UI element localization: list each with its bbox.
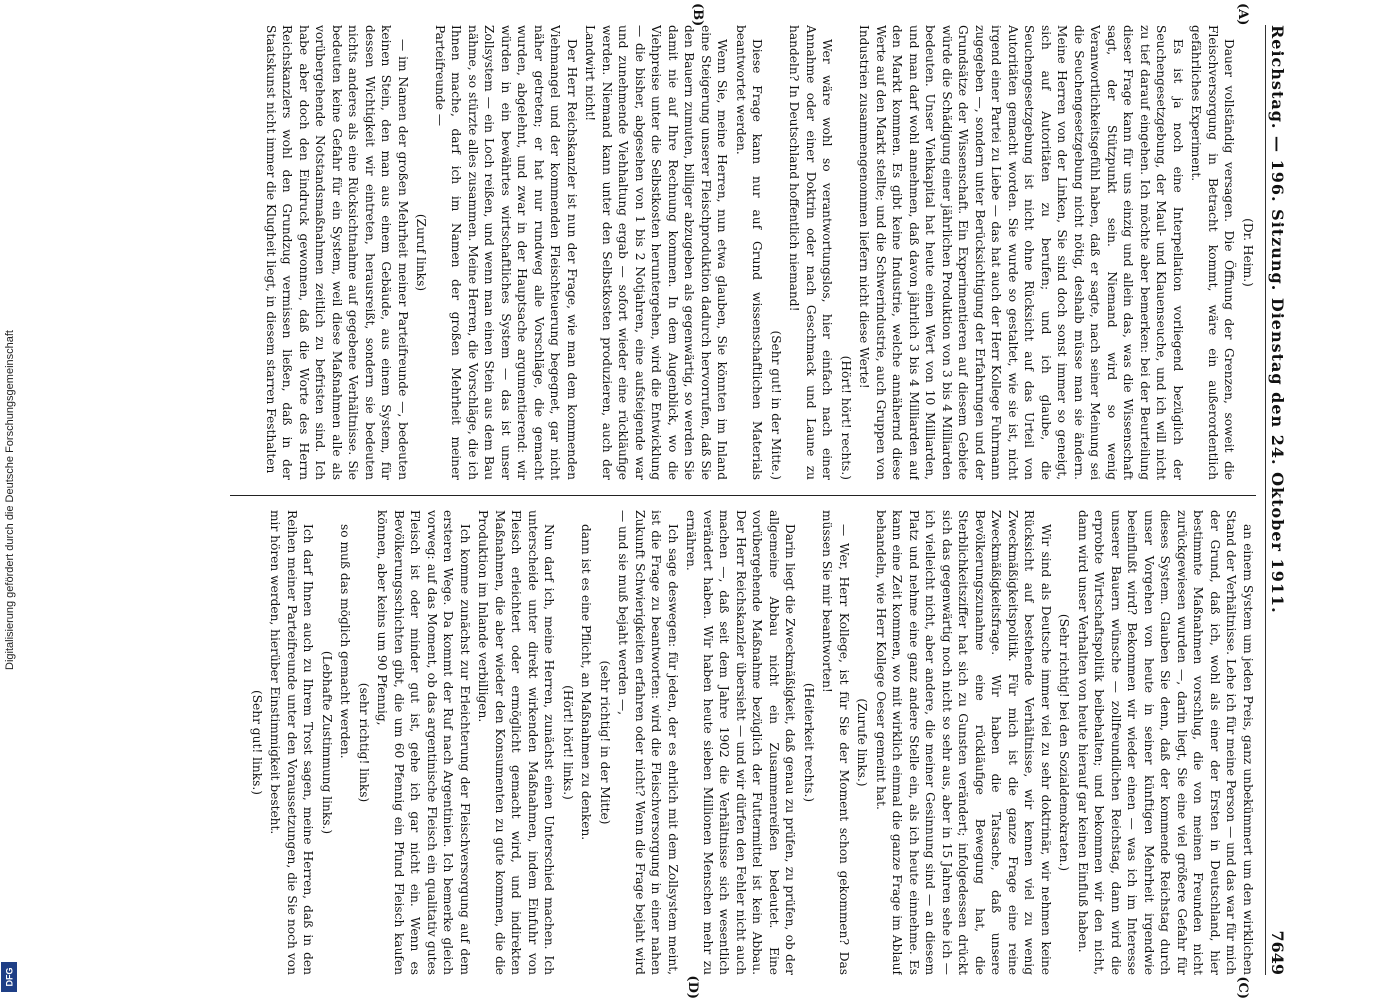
paragraph: Der Herr Reichskanzler ist nun der Frage, wie man dem kommenden Viehmangel und der kommenden Fleischteuerung begegnet, gar nicht näher getreten; er hat nur rundweg alle Vorschläge, die gemacht wurden, abgelehnt, und zwar in der Hauptsache argumentierend: wir würden in ein bewährtes wirtschaftliches System — das ist unser Zollsystem — ein Loch reißen, und wenn man einen Stein aus dem Bau nähme, so stürzte alles zusammen. Meine Herren, die Vorschläge, die ich Ihnen mache, darf ich im Namen der großen Mehrheit meiner Parteifreunde — xyxy=(433,25,579,480)
paragraph: Nun darf ich, meine Herren, zunächst einen Unterschied machen. Ich unterscheide unter direkt wirkenden Maßnahmen, indem Einfuhr von Fleisch erleichtert oder ermöglicht gemacht wird, und indirekten Maßnahmen, die aber wieder den Konsumenten zu gute kommen, die die Produktion im Inlande verbilligen. xyxy=(476,510,557,975)
paragraph: Diese Frage kann nur auf Grund wissenschaftlichen Materials beantwortet werden. xyxy=(734,25,765,480)
page-header xyxy=(1265,25,1290,975)
page-number: 7649 xyxy=(1268,930,1288,975)
margin-mark-d: (D) xyxy=(685,975,700,999)
dfg-logo-text: DFG xyxy=(4,967,14,987)
interjection: (Zuruf links) xyxy=(414,213,429,292)
interjection: (Sehr gut! in der Mitte.) xyxy=(769,330,783,480)
interjection: (Heiterkeit rechts.) xyxy=(802,682,816,803)
interjection: (Hört! hört! rechts.) xyxy=(839,355,853,480)
paragraph: Darin liegt die Zweckmäßigkeit, daß genau zu prüfen, zu prüfen, ob der allgemeine Abbau nicht ein Zusammenreißen bedeutet. Eine vorübergehende Maßnahme bezüglich der Futtermittel ist kein Abbau. Der Herr Reichskanzler übersieht — und wir dürfen den Fehler nicht auch machen —, daß seit dem Jahre 1902 die Verhältnisse sich wesentlich verändert haben. Wir haben heute sieben Millionen Menschen mehr zu ernähren. xyxy=(684,510,798,975)
margin-mark-b: (B) xyxy=(690,3,705,27)
paragraph: Wenn Sie, meine Herren, nun etwa glauben, Sie könnten im Inland eine Steigerung unserer Fleischproduktion dadurch hervorrufen, daß Sie den Bauern zumuten, billiger abzugeben als gegenwärtig, so werden Sie damit nie auf Ihre Rechnung kommen. In dem Augenblick, wo die Viehpreise unter die Selbstkosten heruntergehen, wird die Entwicklung — die bisher, abgesehen von 1 bis 2 Notjahren, eine aufsteigende war und zunehmende Viehhaltung ergab — sofort wieder eine rückläufige werden. Niemand kann unter den Selbstkosten produzieren, auch der Landwirt nicht! xyxy=(583,25,730,480)
paragraph: Ich darf Ihnen auch zu Ihrem Trost sagen, meine Herren, daß in den Reihen meiner Parteifreunde unter den Voraussetzungen, die Sie noch von mir hören werden, hierüber Einstimmigkeit besteht. xyxy=(268,510,316,975)
digitization-footer xyxy=(2,0,18,1000)
margin-mark-c: (C) xyxy=(1235,976,1250,999)
interjection: (sehr richtig! links) xyxy=(357,682,371,803)
interjection: (Sehr gut! links.) xyxy=(250,689,264,796)
dfg-logo-icon xyxy=(1,962,17,992)
paragraph: Ich sage deswegen: für jeden, der es ehrlich mit dem Zollsystem meint, ist die Frage zu beantworten: wird die Fleischversorgung in einer nahen Zukunft Schwierigkeiten erfahren oder nicht? Wenn die Frage bejaht wird — und sie muß bejaht werden —, xyxy=(616,510,680,975)
paragraph: Ich komme zunächst zur Erleichterung der Fleischversorgung auf dem ersteren Wege. Da kommt der Ruf nach Argentinien. Ich bemerke gleich vorweg: auf das Moment, ob das argentinische Fleisch ein qualitativ gutes Fleisch ist oder minder gut ist, gehe ich gar nicht ein. Wenn es Bevölkerungsschichten gibt, die um 60 Pfennig ein Pfund Fleisch kaufen können, aber keins um 90 Pfennig, xyxy=(375,510,472,975)
paragraph: Wer wäre wohl so verantwortungslos, hier einfach nach einer Annahme oder einer Doktrin oder nach Geschmack und Laune zu handeln? In Deutschland hoffentlich niemand! xyxy=(787,25,835,480)
paragraph: Es ist ja noch eine Interpellation vorliegend bezüglich der Seuchengesetzgebung, der Maul- und Klauenseuche, und ich will nicht zu tief darauf eingehen. Ich möchte aber bemerken: bei der Beurteilung dieser Frage kann für uns einzig und allein das, was die Wissenschaft sagt, der Stützpunkt sein. Niemand wird so wenig Veranwortlichkeitsgefühl haben, daß er sagte, nach seiner Meinung sei die Seuchengesetzgebung nicht nötig, deshalb müsse man sie ändern. Meine Herren von der Linken, Sie sind doch sonst immer so geneigt, sich auf Autoritäten zu berufen; und ich glaube, die Seuchengesetzgebung ist nicht ohne Rücksicht auf das Urteil von Autoritäten gemacht worden. Sie wurde so gestaltet, wie sie ist, nicht irgend einer Partei zu Liebe — das hat auch der Herr Kollege Fuhrmann zugegeben —, sondern unter Berücksichtigung der Erfahrungen und der Grundsätze der Wissenschaft. Ein Experimentieren auf diesem Gebiete würde die Schädigung einer jährlichen Produktion von 3 bis 4 Milliarden bedeuten. Unser Viehkapital hat heute einen Wert von 10 Milliarden, und man darf wohl annehmen, daß davon jährlich 3 bis 4 Milliarden auf den Markt kommen. Es gibt keine Industrie, welche annähernd diese Werte auf den Markt stellte; und die Schwerindustrie, auch Gruppen von Industrien zusammengenommen liefern nicht diese Werte! xyxy=(857,25,1185,480)
left-column xyxy=(230,25,1256,480)
speaker-name: (Dr. Heim.) xyxy=(1241,218,1255,287)
paragraph: dann ist es eine Pflicht, an Maßnahmen zu denken. xyxy=(579,524,594,841)
right-column xyxy=(230,510,1256,975)
paragraph: an einem System um jeden Preis, ganz unbekümmert um den wirklichen Stand der Verhältnisse. Lehe ich für meine Person — und das war für mich der Grund, daß ich, wohl als einer der Ersten in Deutschland, hier bestimmte Maßnahmen vorschlug, die von meinen Freunden nicht zurückgewiesen wurden —, darin liegt, Sie eine viel größere Gefahr für dieses System. Glauben Sie denn, daß der kommende Reichstag durch unser Vorgehen von heute in seiner künftigen Mehrheit irgendwie beeinflußt wird? Bekommen wir wieder einen — was ich im Interesse unserer Bauern wünsche — zollfreundlichen Reichstag, dann wird die erprobte Wirtschaftspolitik beibehalten; und bekommen wir den nicht, dann wird unser Verhalten von heute hierauf gar keinen Einfluß haben. xyxy=(1076,510,1255,975)
paragraph: Dauer vollständig versagen. Die Öffnung der Grenzen, soweit die Fleischversorgung in Betracht kommt, wäre ein außerordentlich gefährliches Experiment. xyxy=(1189,25,1237,480)
interjection: (Sehr richtig! bei den Sozialdemokraten.) xyxy=(1057,613,1072,872)
interjection: (Zurufe links.) xyxy=(855,698,870,787)
interjection: (Hört! hört! links.) xyxy=(561,685,575,800)
interjection: (Lebhafte Zustimmung links.) xyxy=(320,650,334,835)
paragraph: — im Namen der großen Mehrheit meiner Parteifreunde —, bedeuten keinen Stein, den man aus einem Gebäude, aus einem System, für dessen Wichtigkeit wir eintreten, herausreißt, sondern sie bedeuten nichts anderes als eine Rücksichtnahme auf gegebene Verhältnisse. Sie bedeuten keine Gefahr für ein System, weil diese Maßnahmen alle als vorübergehende Notstandsmaßnahmen zeitlich zu befristen sind. Ich habe aber doch den Eindruck gewonnen, daß die Worte des Herrn Reichskanzlers wohl den Grundzug vermissen ließen, daß in der Staatskunst nicht immer die Klugheit liegt, in diesem starren Festhalten xyxy=(264,25,410,480)
column-divider xyxy=(230,495,1256,496)
rotated-page-content xyxy=(220,3,1290,999)
running-header: Reichstag. — 196. Sitzung. Dienstag den 24. Oktober 1911. xyxy=(1268,25,1288,614)
digitization-note: Digitalisierung gefördert durch die Deutsche Forschungsgemeinschaft xyxy=(4,330,16,670)
margin-mark-a: (A) xyxy=(1235,3,1250,26)
document-page xyxy=(220,0,1290,1000)
paragraph: so muß das möglich gemacht werden. xyxy=(338,524,353,759)
paragraph: Wir sind als Deutsche immer viel zu sehr doktrinär, wir nehmen keine Rücksicht auf bestehende Verhältnisse, wir kennen viel zu wenig Zweckmäßigkeitspolitik. Für mich ist die ganze Frage eine reine Zweckmäßigkeitsfrage. Wir haben die Tatsache, daß unsere Bevölkerungszunahme eine rückläufige Bewegung hat, die Sterblichkeitsziffer hat sich zu Gunsten verändert; infolgedessen drückt sich das gegenwärtig noch nicht so sehr aus, aber in 15 Jahren sehe ich — ich vielleicht nicht, aber andere, die meiner Gesinnung sind — an diesem Platz und nehme eine ganz andere Stelle ein, als ich heute einnehme. Es kann eine Zeit kommen, wo mit wirklich einmal die ganze Frage im Ablauf behandeln, wie Herr Kollege Oeser gemeint hat. xyxy=(874,510,1053,975)
interjection: (sehr richtig! in der Mitte) xyxy=(598,660,612,825)
paragraph: — Wer, Herr Kollege, ist für Sie der Moment schon gekommen? Das müssen Sie mir beantworten! xyxy=(820,510,851,975)
